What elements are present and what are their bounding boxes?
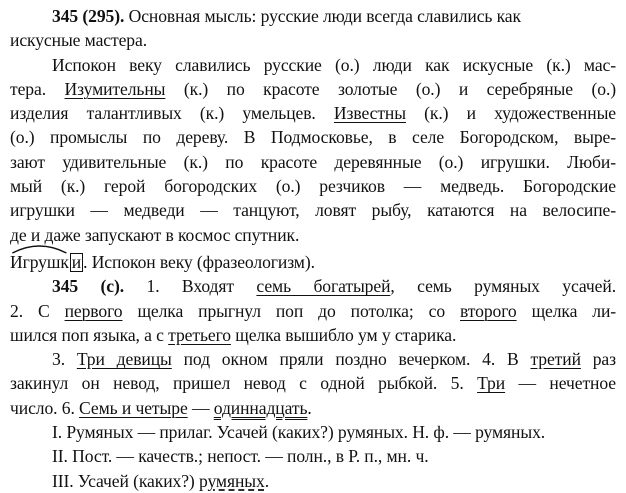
text-line: 345 (с). 1. Входят семь богатырей, семь румяных усачей. [52, 276, 616, 297]
subject-underline: семь богатырей [256, 276, 391, 297]
text-line: (о.) промыслы по дереву. В Подмосковье, в селе Богородском, выре- [10, 127, 616, 148]
text-line: изделия талантливых (к.) умельцев. Известны (к.) и художественные [10, 103, 616, 124]
text-line: число. 6. Семь и четыре — одиннадцать. [10, 397, 312, 418]
subject-underline: Семь и четыре [79, 397, 188, 418]
definition-underline: румяных [199, 470, 265, 491]
morpheme-parse-line [10, 250, 616, 274]
exercise-number: 345 (с). [52, 276, 125, 297]
text-line: тера. Изумительны (к.) по красоте золотые (о.) и серебряные (о.) [10, 78, 617, 99]
text-line: де и даже запускают в космос спутник. [10, 224, 300, 245]
parse-line: I. Румяных — прилаг. Усачей (каких?) румяных. Н. ф. — румяных. [52, 422, 546, 443]
text-line: Испокон веку славились русские (о.) люди как искусные (к.) мас- [52, 54, 616, 75]
numeral-underline: второго [460, 300, 517, 321]
text-line: закинул он невод, пришел невод с одной рыбкой. 5. Три — нечетное [10, 373, 616, 394]
text-line: игрушки — медведи — танцуют, ловят рыбу, катаются на велосипе- [10, 200, 616, 221]
numeral-underline: первого [64, 300, 123, 321]
numeral-underline: третьего [168, 324, 231, 345]
root-word: Игрушк [10, 251, 69, 272]
word-ending-box: и [71, 251, 82, 272]
word-with-root-arc [10, 250, 69, 274]
text-line: 2. С первого щелка прыгнул поп до потолка; со второго щелка ли- [10, 300, 617, 321]
text-line: мый (к.) герой богородских (о.) резчиков — медведь. Богородские [10, 176, 616, 197]
parse-line: III. Усачей (каких?) румяных. [52, 470, 270, 491]
main-idea-text-cont: искусные мастера. [10, 30, 148, 51]
text-line: 3. Три девицы под окном пряли поздно вечерком. 4. В третий раз [52, 349, 616, 370]
numeral-underline: третий [530, 349, 581, 370]
exercise-345-header [10, 4, 616, 28]
text-line: зают удивительные (к.) по красоте деревянные (о.) игрушки. Люби- [10, 151, 616, 172]
phrase-note: . Испокон веку (фразеологизм). [83, 251, 315, 272]
subject-underline: Три [477, 373, 506, 394]
parse-line: II. Пост. — качеств.; непост. — полн., в Р. п., мн. ч. [52, 446, 429, 467]
predicate-underline: Изумительны [64, 78, 166, 99]
text-line: шился поп языка, а с третьего щелка вышибло ум у старика. [10, 324, 457, 345]
exercise-number: 345 (295). [52, 6, 125, 26]
main-idea-text: Основная мысль: русские люди всегда славились как [124, 6, 521, 26]
predicate-double-underline: одиннадцать [213, 397, 308, 418]
subject-underline: Три девицы [76, 349, 172, 370]
root-arc-icon [10, 243, 69, 254]
predicate-underline: Известны [333, 103, 406, 124]
